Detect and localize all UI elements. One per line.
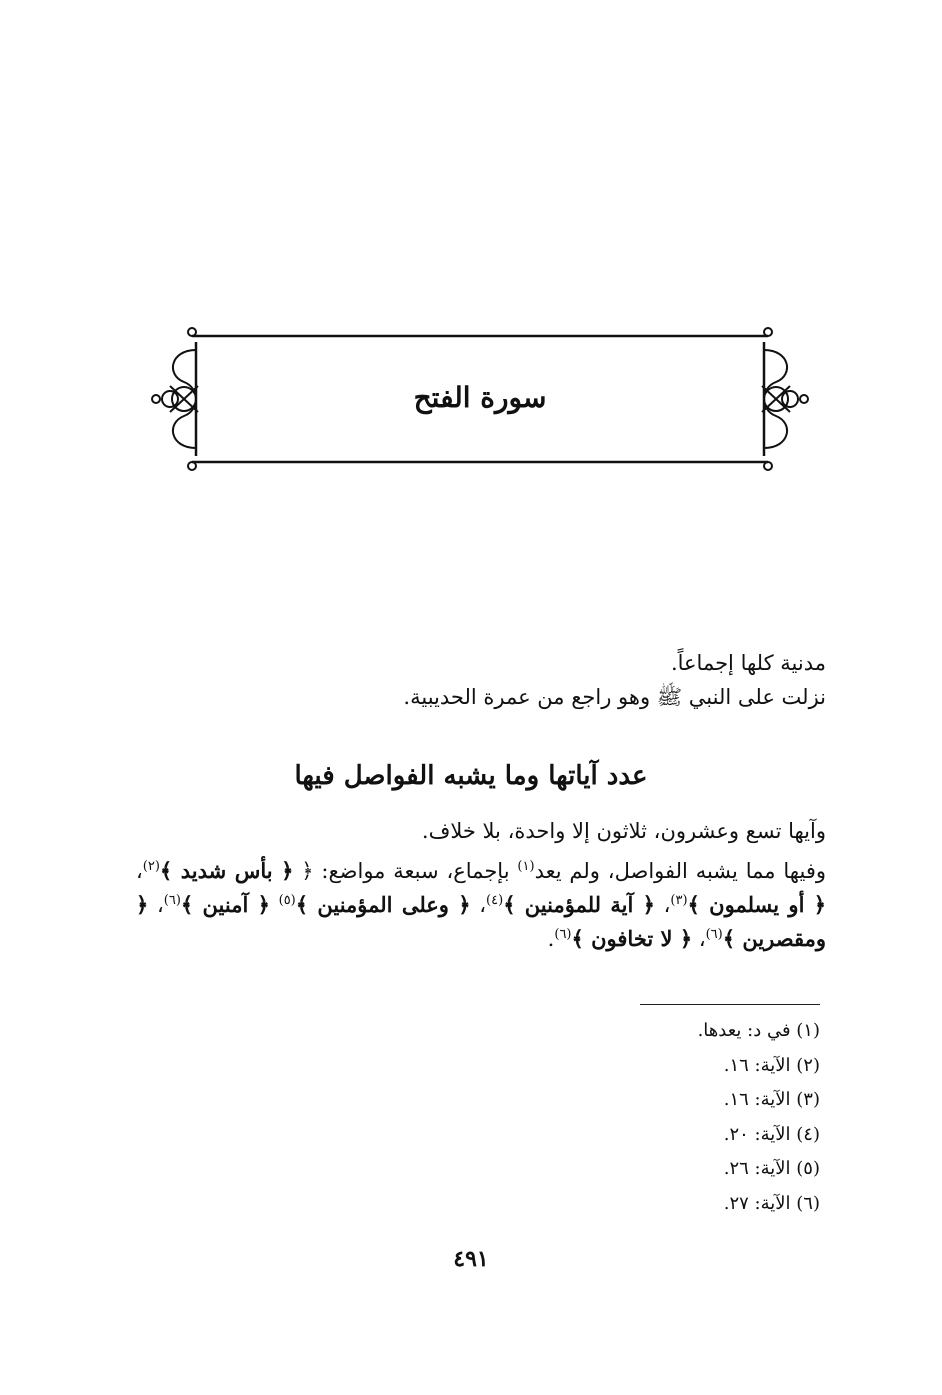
footnote-ref: (٢) xyxy=(142,859,160,874)
intro-line-2: نزلت على النبي ﷺ وهو راجع من عمرة الحديبية. xyxy=(403,685,826,709)
footnote-1: (١) في د: يعدها. xyxy=(697,1020,820,1041)
surah-title: سورة الفتح xyxy=(413,381,547,414)
body-paragraph-1: وآيها تسع وعشرون، ثلاثون إلا واحدة، بلا خلاف. xyxy=(421,819,826,843)
footnote-ref: (١) xyxy=(517,859,535,874)
verse-quote: ﴿ ومقصرين ﴾ xyxy=(136,892,826,951)
section-heading: عدد آياتها وما يشبه الفواصل فيها xyxy=(294,761,648,791)
footnote-ref: (٦) xyxy=(705,927,723,942)
verse-quote: ﴿ وعلى المؤمنين ﴾ xyxy=(295,892,471,917)
intro-block xyxy=(126,646,826,714)
footnote-ref: (٦) xyxy=(554,927,572,942)
verse-quote: ﴿ أو يسلمون ﴾ xyxy=(687,892,827,917)
surah-title-frame xyxy=(140,320,820,478)
body-text xyxy=(136,814,826,956)
footnotes xyxy=(500,1014,820,1221)
footnote-4: (٤) الآية: ٢٠. xyxy=(723,1123,820,1145)
footnote-5: (٥) الآية: ٢٦. xyxy=(723,1158,820,1179)
footnote-divider xyxy=(640,1004,820,1005)
page-number: ٤٩١ xyxy=(453,1246,489,1272)
verse-quote: ﴿ آمنين ﴾ xyxy=(180,892,270,917)
footnote-2: (٢) الآية: ١٦. xyxy=(723,1054,820,1076)
footnote-ref: (٦) xyxy=(163,893,181,908)
verse-quote: ﴿ آية للمؤمنين ﴾ xyxy=(503,892,655,917)
footnote-ref: (٤) xyxy=(486,893,504,908)
para2-mid: بإجماع، سبعة مواضع: ﴿ xyxy=(293,859,518,883)
para2-intro: وفيها مما يشبه الفواصل، ولم يعد xyxy=(534,859,826,883)
intro-line-1: مدنية كلها إجماعاً. xyxy=(670,651,826,675)
footnote-6: (٦) الآية: ٢٧. xyxy=(723,1192,820,1214)
verse-quote: ﴿ بأس شديد ﴾ xyxy=(159,858,294,883)
footnote-ref: (٣) xyxy=(670,893,688,908)
footnote-ref: (٥) xyxy=(278,893,296,908)
verse-quote: ﴿ لا تخافون ﴾ xyxy=(571,926,693,951)
body-paragraph-2: وفيها مما يشبه الفواصل، ولم يعد$^{(١)}$ بإجماع، سبعة مواضع: ﴿ ﴿ بأس شديد ﴾$^{(٢)}$، ﴿ أو يسلمون ﴾$^{(٣)}$، ﴿ آية للمؤمنين ﴾$^{(٤)}$، ﴿ وعلى المؤمنين ﴾$^{(٥)}$ ﴿ آمنين ﴾$^{(٦)}$، ﴿ ومقصرين ﴾$^{(٦)}$، ﴿ لا تخافون ﴾$^{(٦)}$. xyxy=(136,858,827,951)
footnote-3: (٣) الآية: ١٦. xyxy=(723,1089,820,1110)
